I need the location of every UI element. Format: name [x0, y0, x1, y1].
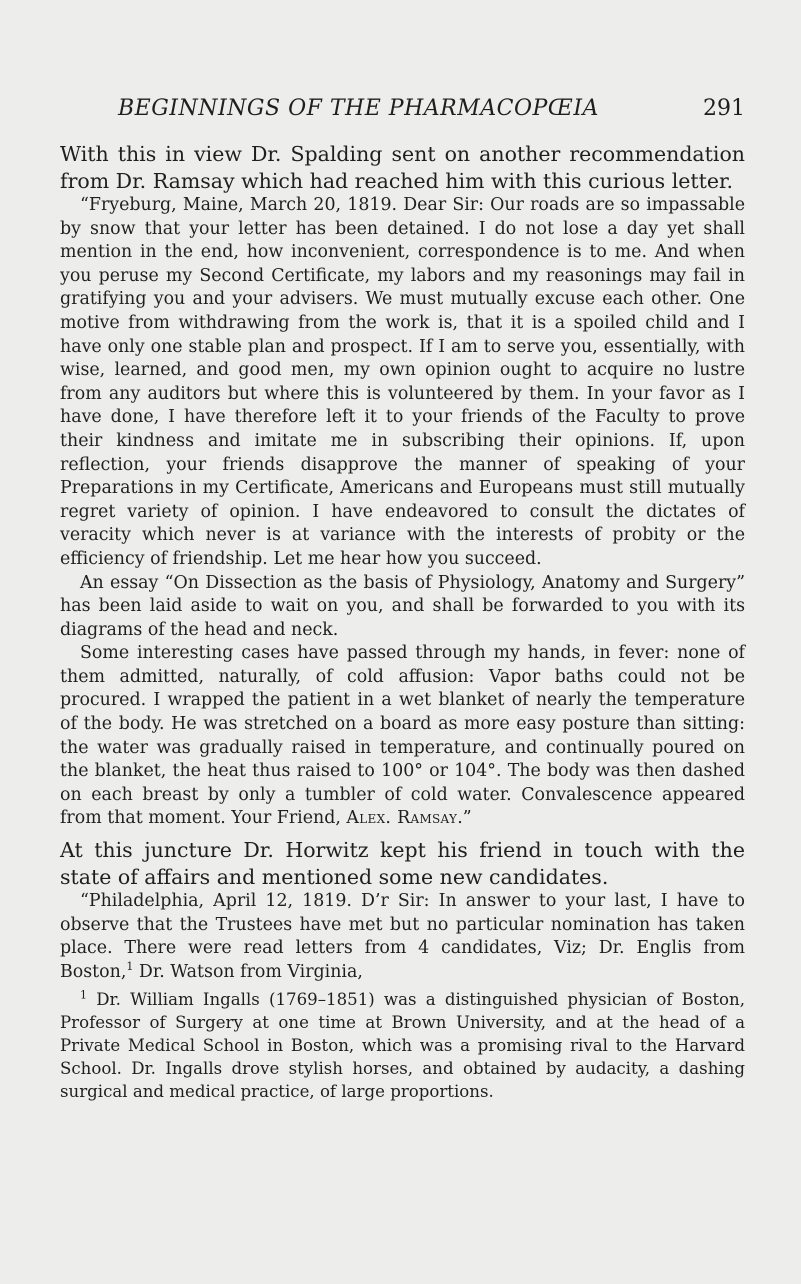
running-head: [60, 96, 745, 126]
footnote-marker: 1: [80, 988, 87, 1002]
horwitz-letter-text: “Philadelphia, April 12, 1819. D’r Sir: In answer to your last, I have to observe that the Trustees have met but no particular nomination has taken place. There were read letters from 4 candidates, Viz; Dr. Englis from Boston,: [60, 891, 745, 982]
ramsay-letter-paragraph-1: “Fryeburg, Maine, March 20, 1819. Dear Sir: Our roads are so impassable by snow that your letter has been detained. I do not lose a day yet shall mention in the end, how inconvenient, correspondence is to me. And when you peruse my Second Certificate, my labors and my reasonings may fail in gratifying you and your advisers. We must mutually excuse each other. One motive from withdrawing from the work is, that it is a spoiled child and I have only one stable plan and prospect. If I am to serve you, essentially, with wise, learned, and good men, my own opinion ought to acquire no lustre from any auditors but where this is volunteered by them. In your favor as I have done, I have therefore left it to your friends of the Faculty to prove their kindness and imitate me in subscribing their opinions. If, upon reflection, your friends disapprove the manner of speaking of your Preparations in my Certificate, Americans and Europeans must still mutually regret variety of opinion. I have endeavored to consult the dictates of veracity which never is at variance with the interests of probity or the efficiency of friendship. Let me hear how you succeed.: [60, 195, 745, 569]
ramsay-letter-text: Some interesting cases have passed through my hands, in fever: none of them admitted, naturally, of cold affusion: Vapor baths could not be procured. I wrapped the patient in a wet blanket of nearly the temperature of the body. He was stretched on a board as more easy posture than sitting: the water was gradually raised in temperature, and continually poured on the blanket, the heat thus raised to 100° or 104°. The body was then dashed on each breast by only a tumbler of cold water. Convalescence appeared from that moment. Your Friend,: [60, 643, 745, 829]
footnote-reference[interactable]: 1: [126, 960, 134, 974]
ramsay-letter-paragraph-3: [60, 642, 745, 831]
horwitz-letter-text-cont: Dr. Watson from Virginia,: [133, 961, 363, 982]
page-body: [60, 141, 745, 1103]
footnote: [60, 988, 745, 1103]
page-number: 291: [703, 96, 745, 121]
footnote-text: Dr. William Ingalls (1769–1851) was a distinguished physician of Boston, Professor of Surgery at one time at Brown University, and at the head of a Private Medical School in Boston, which was a promising rival to the Harvard School. Dr. Ingalls drove stylish horses, and obtained by audacity, a dashing surgical and medical practice, of large proportions.: [60, 990, 745, 1102]
intro-paragraph-spalding: With this in view Dr. Spalding sent on another recommendation from Dr. Ramsay which had reached him with this curious letter.: [60, 142, 745, 193]
ramsay-signature: Alex. Ramsay: [346, 808, 458, 829]
ramsay-letter-paragraph-2: An essay “On Dissection as the basis of Physiology, Anatomy and Surgery” has been laid aside to wait on you, and shall be forwarded to you with its diagrams of the head and neck.: [60, 572, 745, 640]
horwitz-letter-paragraph: [60, 890, 745, 984]
ramsay-letter-close: .”: [457, 808, 472, 829]
book-page: [60, 0, 745, 1284]
running-title: BEGINNINGS OF THE PHARMACOPŒIA: [118, 96, 599, 121]
intro-paragraph-horwitz: At this juncture Dr. Horwitz kept his friend in touch with the state of affairs and mentioned some new candidates.: [60, 838, 745, 889]
